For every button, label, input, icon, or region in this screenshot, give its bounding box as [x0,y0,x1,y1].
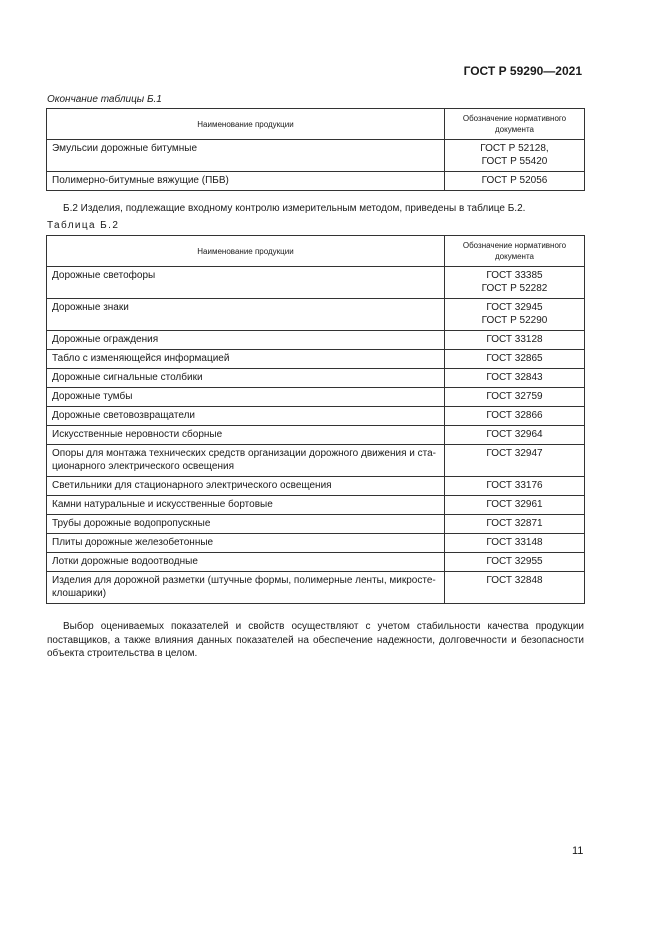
table1-caption: Окончание таблицы Б.1 [47,94,162,105]
table-row [47,172,585,191]
product-name-cell: Лотки дорожные водоотводные [47,553,445,572]
table-header-row [47,109,585,140]
column-header-product: Наименование продукции [47,236,445,267]
product-name-cell: Камни натуральные и искусственные бортовые [47,496,445,515]
column-header-product: Наименование продукции [47,109,445,140]
product-name-cell: Дорожные тумбы [47,388,445,407]
table-row [47,445,585,477]
table-row [47,388,585,407]
standard-doc-cell: ГОСТ 32955 [445,553,585,572]
table-row [47,299,585,331]
standard-doc-cell: ГОСТ 33148 [445,534,585,553]
table-row [47,553,585,572]
document-code: ГОСТ Р 59290—2021 [463,64,582,78]
standard-doc-cell: ГОСТ 33385 ГОСТ Р 52282 [445,267,585,299]
product-name-cell: Светильники для стационарного электрического освещения [47,477,445,496]
product-name-cell: Дорожные сигнальные столбики [47,369,445,388]
standard-doc-cell: ГОСТ 32848 [445,572,585,604]
product-name-cell: Дорожные светофоры [47,267,445,299]
table-row [47,267,585,299]
product-name-cell: Трубы дорожные водопропускные [47,515,445,534]
product-name-cell: Изделия для дорожной разметки (штучные формы, полимерные ленты, микросте- клошарики) [47,572,445,604]
table-row [47,572,585,604]
table-row [47,496,585,515]
product-name-cell: Дорожные световозвращатели [47,407,445,426]
product-name-cell: Искусственные неровности сборные [47,426,445,445]
table-b1-end [46,108,585,191]
product-name-cell: Опоры для монтажа технических средств организации дорожного движения и ста- ционарного электрического освещения [47,445,445,477]
standard-doc-cell: ГОСТ 32866 [445,407,585,426]
table-header-row [47,236,585,267]
table-row [47,350,585,369]
table-row [47,331,585,350]
standard-doc-cell: ГОСТ 32947 [445,445,585,477]
standard-doc-cell: ГОСТ 32865 [445,350,585,369]
product-name-cell: Эмульсии дорожные битумные [47,140,445,172]
standard-doc-cell: ГОСТ 32871 [445,515,585,534]
table-b2 [46,235,585,604]
page-number: 11 [572,845,584,857]
standard-doc-cell: ГОСТ 32961 [445,496,585,515]
product-name-cell: Дорожные знаки [47,299,445,331]
standard-doc-cell: ГОСТ 32759 [445,388,585,407]
table-row [47,140,585,172]
standard-doc-cell: ГОСТ Р 52056 [445,172,585,191]
standard-doc-cell: ГОСТ 32964 [445,426,585,445]
standard-doc-cell: ГОСТ Р 52128, ГОСТ Р 55420 [445,140,585,172]
standard-doc-cell: ГОСТ 32945 ГОСТ Р 52290 [445,299,585,331]
table-row [47,534,585,553]
table-row [47,369,585,388]
standard-doc-cell: ГОСТ 32843 [445,369,585,388]
table2-caption: Таблица Б.2 [47,220,120,231]
standard-doc-cell: ГОСТ 33176 [445,477,585,496]
standard-doc-cell: ГОСТ 33128 [445,331,585,350]
product-name-cell: Дорожные ограждения [47,331,445,350]
table-row [47,426,585,445]
column-header-document: Обозначение нормативного документа [445,236,585,267]
paragraph-selection: Выбор оцениваемых показателей и свойств осуществляют с учетом стабильности качества продукции поставщиков, а также влияния данных показателей на обеспечение надежности, долговечности и безопасности объекта строительства в целом. [47,621,584,659]
table-row [47,407,585,426]
product-name-cell: Табло с изменяющейся информацией [47,350,445,369]
table-row [47,477,585,496]
column-header-document: Обозначение нормативного документа [445,109,585,140]
table-row [47,515,585,534]
product-name-cell: Полимерно-битумные вяжущие (ПБВ) [47,172,445,191]
paragraph-b2: Б.2 Изделия, подлежащие входному контролю измерительным методом, приведены в таблице Б.2. [63,203,526,214]
product-name-cell: Плиты дорожные железобетонные [47,534,445,553]
